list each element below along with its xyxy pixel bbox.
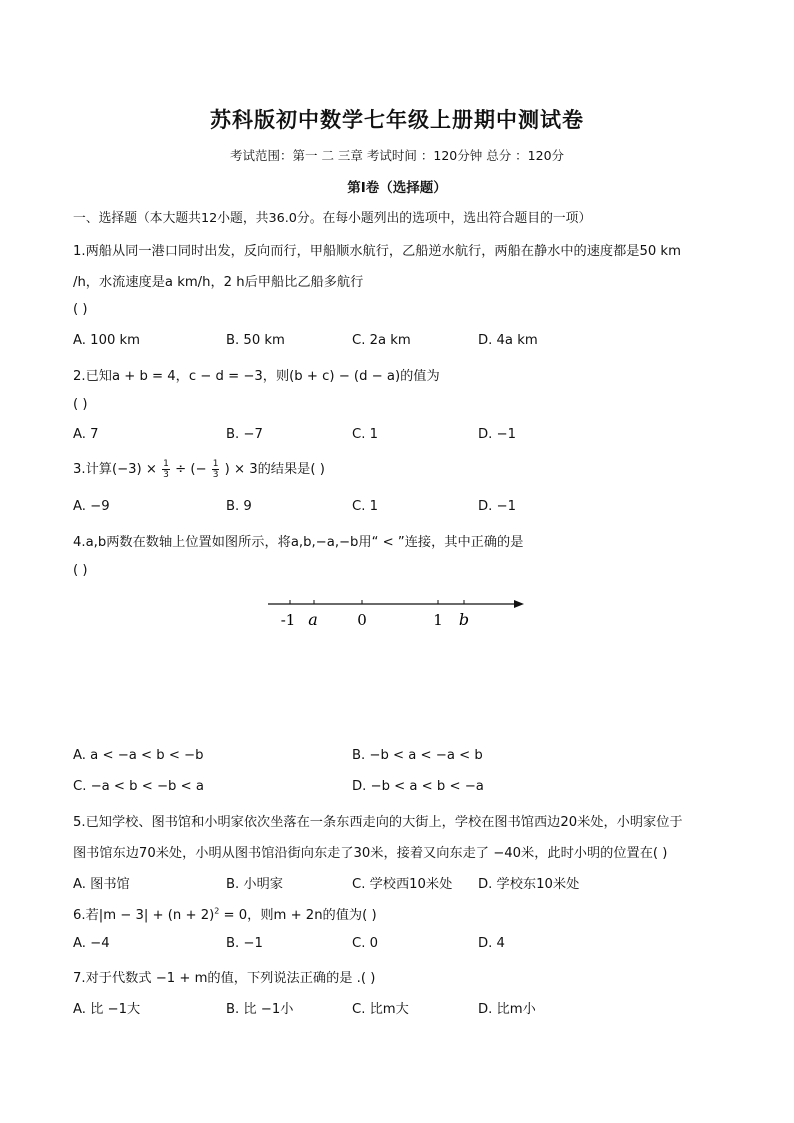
q2-answer-paren: ( ): [73, 397, 88, 412]
q3-frac1-denominator: 3: [163, 469, 169, 480]
label-one: 1: [433, 611, 443, 629]
part-heading: 第I卷（选择题）: [347, 180, 447, 196]
q7-option-d[interactable]: D. 比m小: [478, 1002, 536, 1017]
q3-option-c[interactable]: C. 1: [352, 499, 378, 514]
label-b: b: [458, 610, 470, 629]
section-heading: 一、选择题（本大题共12小题，共36.0分。在每小题列出的选项中，选出符合题目的一项）: [73, 211, 592, 226]
q1-option-a[interactable]: A. 100 km: [73, 333, 141, 348]
q3-option-d[interactable]: D. −1: [478, 499, 516, 514]
q1-option-b[interactable]: B. 50 km: [226, 333, 285, 348]
q3-frac1-numerator: 1: [163, 458, 169, 469]
q2-option-b[interactable]: B. −7: [226, 427, 263, 442]
q4-answer-paren: ( ): [73, 563, 88, 578]
q2-option-a[interactable]: A. 7: [73, 427, 99, 442]
q5-stem-line2: 图书馆东边70米处，小明从图书馆沿街向东走了30米，接着又向东走了 −40米，此时小明的位置在( ): [73, 846, 668, 861]
q6-exponent: 2: [214, 906, 220, 916]
q3-option-a[interactable]: A. −9: [73, 499, 110, 514]
q4-option-c[interactable]: C. −a < b < −b < a: [73, 779, 204, 794]
q1-stem-line2: /h，水流速度是a km/h，2 h后甲船比乙船多航行: [73, 275, 364, 290]
q1-option-d[interactable]: D. 4a km: [478, 333, 538, 348]
q3-frac2-numerator: 1: [212, 458, 219, 469]
q6-stem-part-b: = 0，则m + 2n的值为( ): [219, 908, 377, 923]
q7-option-b[interactable]: B. 比 −1小: [226, 1002, 294, 1017]
q6-stem-part-a: 6.若|m − 3| + (n + 2): [73, 908, 215, 923]
q1-option-c[interactable]: C. 2a km: [352, 333, 411, 348]
q5-option-d[interactable]: D. 学校东10米处: [478, 877, 580, 892]
q6-option-c[interactable]: C. 0: [352, 936, 378, 951]
q2-option-d[interactable]: D. −1: [478, 427, 516, 442]
exam-info: 考试范围：第一 二 三章 考试时间 ：120分钟 总分 ：120分: [229, 148, 565, 163]
q3-stem: [73, 458, 325, 480]
q7-option-a[interactable]: A. 比 −1大: [73, 1002, 141, 1017]
label-minus-one: -1: [280, 611, 296, 629]
q4-option-a[interactable]: A. a < −a < b < −b: [73, 748, 204, 763]
q4-option-d[interactable]: D. −b < a < b < −a: [352, 779, 484, 794]
q5-stem-line1: 5.已知学校、图书馆和小明家依次坐落在一条东西走向的大街上，学校在图书馆西边20米处，小明家位于: [73, 815, 683, 830]
exam-title: 苏科版初中数学七年级上册期中测试卷: [210, 108, 584, 132]
q6-option-b[interactable]: B. −1: [226, 936, 263, 951]
q4-option-b[interactable]: B. −b < a < −a < b: [352, 748, 483, 763]
q2-option-c[interactable]: C. 1: [352, 427, 378, 442]
label-a: a: [308, 610, 318, 629]
q7-option-c[interactable]: C. 比m大: [352, 1002, 409, 1017]
q5-option-a[interactable]: A. 图书馆: [73, 877, 130, 892]
q3-stem-part-a: 3.计算(−3) ×: [73, 462, 157, 477]
q3-fraction-1: [162, 459, 170, 480]
q3-fraction-2: [212, 459, 220, 480]
number-line-figure: [262, 592, 532, 632]
q6-option-d[interactable]: D. 4: [478, 936, 505, 951]
q6-stem: [73, 904, 377, 923]
q2-stem: 2.已知a + b = 4，c − d = −3，则(b + c) − (d − a)的值为: [73, 369, 440, 384]
q4-stem: 4.a,b两数在数轴上位置如图所示，将a,b,−a,−b用“ < ”连接，其中正确的是: [73, 535, 524, 550]
q1-answer-paren: ( ): [73, 302, 88, 317]
q1-stem-line1: 1.两船从同一港口同时出发，反向而行，甲船顺水航行，乙船逆水航行，两船在静水中的速度都是50 km: [73, 244, 681, 259]
label-zero: 0: [357, 611, 367, 629]
q5-option-b[interactable]: B. 小明家: [226, 877, 283, 892]
q3-option-b[interactable]: B. 9: [226, 499, 252, 514]
q7-stem: 7.对于代数式 −1 + m的值，下列说法正确的是 .( ): [73, 971, 376, 986]
number-line-arrow: [514, 600, 524, 608]
q5-option-c[interactable]: C. 学校西10米处: [352, 877, 453, 892]
q3-frac2-denominator: 3: [212, 469, 219, 480]
q3-stem-part-c: ) × 3的结果是( ): [224, 462, 325, 477]
q6-option-a[interactable]: A. −4: [73, 936, 110, 951]
q3-stem-part-b: ÷ (−: [175, 462, 207, 477]
